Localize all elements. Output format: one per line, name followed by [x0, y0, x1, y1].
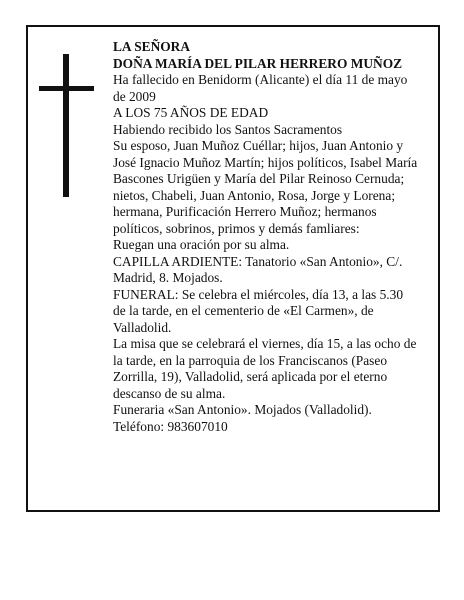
chapel-info: CAPILLA ARDIENTE: Tanatorio «San Antonio», C/. Madrid, 8. Mojados. — [113, 253, 403, 285]
cross-horizontal-bar — [39, 86, 94, 91]
funeral-home: Funeraria «San Antonio». Mojados (Valladolid). — [113, 402, 372, 417]
deceased-name: DOÑA MARÍA DEL PILAR HERRERO MUÑOZ — [113, 55, 403, 71]
cross-vertical-bar — [63, 54, 69, 197]
sacraments-line: Habiendo recibido los Santos Sacramentos — [113, 121, 343, 137]
obituary-text — [113, 39, 418, 435]
funeral-info: FUNERAL: Se celebra el miércoles, día 13, a las 5.30 de la tarde, en el cementerio de «El Carmen», de Valladolid. — [113, 286, 404, 335]
age-line: A LOS 75 AÑOS DE EDAD — [113, 105, 269, 120]
family-paragraph: Su esposo, Juan Muñoz Cuéllar; hijos, Juan Antonio y José Ignacio Muñoz Martín; hijos políticos, Isabel María Bascones Urigüen y María del Pilar Reinoso Cernuda; nietos, Chabeli, Juan Antonio, Rosa, Jorge y Lorena; hermana, Purificación Herrero Muñoz; hermanos políticos, sobrinos, primos y demás famliares: — [113, 138, 418, 236]
death-info: Ha fallecido en Benidorm (Alicante) el día 11 de mayo de 2009 — [113, 72, 408, 104]
phone-line: Teléfono: 983607010 — [113, 418, 228, 434]
notice-heading: LA SEÑORA — [113, 39, 191, 54]
prayer-line: Ruegan una oración por su alma. — [113, 237, 290, 252]
mass-info: La misa que se celebrará el viernes, día 15, a las ocho de la tarde, en la parroquia de los Franciscanos (Paseo Zorrilla, 19), Valladolid, será aplicada por el eterno descanso de su alma. — [113, 336, 417, 401]
